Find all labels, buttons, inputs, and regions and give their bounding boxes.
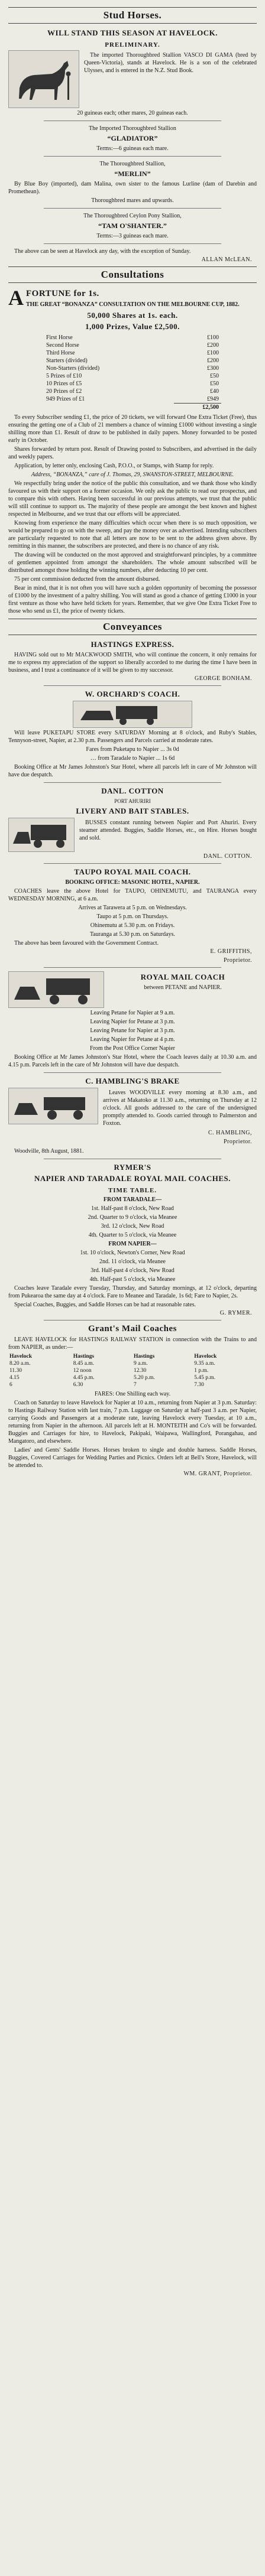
- orchard-fare-1: Fares from Puketapu to Napier ... 3s 0d: [86, 746, 179, 753]
- taupo-signature: E. GRIFFITHS,: [210, 948, 252, 955]
- merlin-intro: The Thoroughbred Stallion,: [99, 161, 166, 167]
- prize-row: [44, 334, 221, 341]
- rymer-headline-2: NAPIER AND TARADALE ROYAL MAIL COACHES.: [34, 1174, 231, 1183]
- grant-cell: 8.45 a.m.: [73, 1361, 95, 1367]
- grant-cell: 5.20 p.m.: [133, 1375, 155, 1381]
- shares-line: 50,000 Shares at 1s. each.: [87, 311, 178, 320]
- prizes-headline: 1,000 Prizes, Value £2,500.: [85, 322, 180, 331]
- rymer-from-napier: FROM NAPIER—: [108, 1241, 157, 1247]
- petane-time-4: Leaving Napier for Petane at 4 p.m.: [90, 1036, 175, 1043]
- taupo-text: COACHES leave the above Hotel for TAUPO, OHINEMUTU, and TAURANGA every WEDNESDAY MORNING, at 6 a.m.: [8, 888, 257, 902]
- section-stud-horses: Stud Horses.: [8, 7, 257, 24]
- consult-para-5: Knowing from experience the many difficulties which occur when there is so much opposition, we would be prepared to go on with the sweep, and pay the money over as advertised. Intending subscribers are particularly requested to note that all letters are now to be sent to the address given above. By remitting in this manner, the subscribers are protected, and there is no chance of any risk.: [8, 520, 257, 549]
- vasco-description: The imported Thoroughbred Stallion VASCO DI GAMA (bred by Queen-Victoria), stands at Havelock. He is a son of the celebrated Ulysses, and is entered in the N.Z. Stud Book.: [84, 52, 257, 74]
- cotton-block: [8, 818, 257, 852]
- prize-amount: £300: [207, 365, 219, 372]
- prizes-table: [44, 334, 221, 411]
- petane-headline: ROYAL MAIL COACH: [140, 972, 225, 981]
- taupo-office: BOOKING OFFICE: MASONIC HOTEL, NAPIER.: [65, 879, 200, 886]
- prize-row: [44, 341, 221, 349]
- petane-time-2: Leaving Napier for Petane at 3 p.m.: [90, 1019, 175, 1025]
- grant-cell: 12 noon: [73, 1368, 92, 1374]
- brake-engraving-icon: [8, 1088, 98, 1124]
- coach-engraving-icon: [73, 701, 192, 728]
- prize-amount: £200: [207, 357, 219, 364]
- prize-label: Starters (divided): [46, 357, 88, 364]
- rymer-napier-1: 1st. 10 o'clock, Newton's Corner, New Road: [80, 1250, 185, 1256]
- cotton-signature: DANL. COTTON.: [203, 853, 252, 860]
- consult-para-2: Shares forwarded by return post. Result of Drawing posted to Subscribers, and advertised in the daily and weekly papers.: [8, 446, 257, 460]
- rymer-row-3: 3rd. 12 o'clock, New Road: [101, 1223, 164, 1230]
- taupo-text-2: The above has been favoured with the Government Contract.: [14, 940, 159, 947]
- cotton-text: BUSSES constant running between Napier and Port Ahuriri. Every steamer attended. Buggies, Saddle Horses, etc., on Hire. Horses bought and sold.: [79, 819, 257, 841]
- cotton-headline-2: LIVERY AND BAIT STABLES.: [76, 806, 189, 815]
- grant-col-header: Hastings: [73, 1354, 95, 1359]
- consult-para-3: Application, by letter only, enclosing Cash, P.O.O., or Stamps, with Stamp for reply.: [14, 463, 214, 469]
- hastings-headline: HASTINGS EXPRESS.: [91, 640, 174, 649]
- bus-engraving-icon: [8, 818, 75, 852]
- hambling-headline: C. HAMBLING'S BRAKE: [85, 1076, 180, 1085]
- consult-para-8: Bear in mind, that it is not often you will have such a golden opportunity of becoming the possessor of £1000 by the investment of a paltry shilling. You will stand as good a chance of getting £1000 in your first venture as those who have held tickets for years. Remember, that we give One Extra Ticket Free to those who send us £1, the price of twenty tickets.: [8, 585, 257, 614]
- prize-amount: £949: [207, 396, 219, 402]
- grant-text-2: Ladies' and Gents' Saddle Horses. Horses broken to single and double harness. Saddle Horses, Buggies, Covered Carriages for Wedding Parties and Picnics. Orders left at Bell's Store, Havelock, will be attended to.: [8, 1447, 257, 1469]
- rymer-napier-2: 2nd. 11 o'clock, via Meanee: [99, 1258, 166, 1265]
- prize-amount: £50: [210, 373, 219, 379]
- fortune-header: [8, 288, 257, 310]
- gladiator-intro: The Imported Thoroughbred Stallion: [89, 125, 176, 132]
- consult-address: Address, “BONANZA,” care of J. Thomas, 29, SWANSTON-STREET, MELBOURNE.: [31, 471, 234, 478]
- prize-label: Third Horse: [46, 350, 75, 356]
- merlin-name: “MERLIN”: [114, 170, 151, 178]
- rymer-row-4: 4th. Quarter to 5 o'clock, via Meanee: [88, 1232, 177, 1238]
- stud-headline: WILL STAND THIS SEASON AT HAVELOCK.: [47, 28, 218, 37]
- grant-col-header: Havelock: [194, 1354, 217, 1359]
- hambling-block: [8, 1088, 257, 1128]
- consult-para-4: We respectfully bring under the notice of the public this consultation, and we thank those who kindly favoured us with their support on a former occasion. We only ask the public to read our prospectus, and to compare this with others. Having been successful in our previous attempts, we trust that the public will still continue to support us. The majority of these people are amongst the best known and highest respected in Melbourne, and we trust that our efforts will be appreciated.: [8, 480, 257, 518]
- prize-label: First Horse: [46, 334, 73, 341]
- rymer-napier-4: 4th. Half-past 5 o'clock, via Meanee: [89, 1276, 176, 1283]
- petane-block: [8, 971, 257, 1008]
- hastings-text: HAVING sold out to Mr MACKWOOD SMITH, who will continue the concern, it only remains for me to express my appreciation of the support so liberally accorded to me during the time I have been in business, and I trust a continuance of it will be given to my successor.: [8, 652, 257, 674]
- horse-engraving-icon: [8, 50, 79, 108]
- merlin-description: By Blue Boy (imported), dam Malina, own sister to the famous Lurline (dam of Darebin and Promethean).: [8, 181, 257, 195]
- grant-cell: 4.45 p.m.: [73, 1375, 95, 1381]
- orchard-text-2: Booking Office at Mr James Johnston's Star Hotel, where all parcels left in care of Mr Johnston will have due despatch.: [8, 764, 257, 778]
- cotton-sub: PORT AHURIRI: [114, 798, 151, 804]
- taupo-proprietor: Proprietor.: [224, 957, 252, 964]
- stud-signature: ALLAN McLEAN.: [201, 256, 252, 263]
- orchard-text: Will leave PUKETAPU STORE every SATURDAY Morning at 8 o'clock, and Ruby's Stables, Tennyson-street, Napier, at 2.30 p.m. Passengers and Parcels carried at moderate rates.: [8, 730, 257, 744]
- merlin-terms: Thoroughbred mares and upwards.: [91, 197, 174, 204]
- rymer-signature: G. RYMER.: [219, 1310, 252, 1316]
- advert-column: [8, 0, 257, 1477]
- grant-row: [8, 1381, 257, 1388]
- drop-cap: A: [8, 288, 24, 310]
- grant-row: [8, 1360, 257, 1367]
- stud-closing: The above can be seen at Havelock any day, with the exception of Sunday.: [14, 248, 191, 255]
- rymer-napier-3: 3rd. Half-past 4 o'clock, New Road: [91, 1267, 174, 1274]
- rymer-row-1: 1st. Half-past 8 o'clock, New Road: [91, 1205, 174, 1212]
- petane-time-3: Leaving Petane for Napier at 3 p.m.: [90, 1027, 175, 1034]
- prize-row: [44, 388, 221, 395]
- grant-cell: 6: [9, 1382, 12, 1388]
- grant-row: [8, 1374, 257, 1381]
- grant-row: [8, 1367, 257, 1374]
- prize-row: [44, 357, 221, 365]
- gladiator-name: “GLADIATOR”: [107, 134, 158, 142]
- hambling-date: Woodville, 8th August, 1881.: [14, 1148, 84, 1154]
- petane-time-1: Leaving Petane for Napier at 9 a.m.: [90, 1010, 175, 1016]
- prize-label: Non-Starters (divided): [46, 365, 100, 372]
- rymer-text-2: Special Coaches, Buggies, and Saddle Horses can be had at reasonable rates.: [14, 1302, 196, 1308]
- consult-para-1: To every Subscriber sending £1, the price of 20 tickets, we will forward One Extra Ticket (Free), thus ensuring the getting one of a Club of 21 members a chance of winning £1000 without investing a single shilling more than £1. Result of draw to be published in daily papers. Money forwarded to be posted early in October.: [8, 414, 257, 444]
- grant-cell: 6.30: [73, 1382, 83, 1388]
- hambling-proprietor: Proprietor.: [224, 1139, 252, 1145]
- prize-amount: £100: [207, 334, 219, 341]
- grant-cell: 4.15: [9, 1375, 20, 1381]
- fortune-sub: THE GREAT “BONANZA” CONSULTATION ON THE MELBOURNE CUP, 1882.: [26, 301, 240, 308]
- gladiator-terms: Terms:—6 guineas each mare.: [96, 145, 169, 152]
- grant-cell: 11.30: [9, 1368, 22, 1374]
- petane-text: Booking Office at Mr James Johnston's Star Hotel, where the Coach leaves daily at 10.30 a.m. and 4.15 p.m. Parcels left in the care of Mr Johnston will have due despatch.: [8, 1054, 257, 1068]
- grant-headline: Grant's Mail Coaches: [88, 1324, 177, 1333]
- prizes-total: £2,500: [174, 404, 221, 412]
- grant-cell: 12.30: [133, 1368, 147, 1374]
- prize-amount: £200: [207, 342, 219, 349]
- prize-label: 5 Prizes of £10: [46, 373, 82, 379]
- rymer-from-taradale: FROM TARADALE—: [103, 1196, 162, 1203]
- grant-cell: 1 p.m.: [194, 1368, 209, 1374]
- taupo-time-1: Arrives at Tarawera at 5 p.m. on Wednesdays.: [78, 905, 187, 911]
- prize-row: [44, 365, 221, 372]
- prize-amount: £100: [207, 350, 219, 356]
- pony-name: “TAM O'SHANTER.”: [98, 222, 167, 230]
- grant-cell: 7.30: [194, 1382, 204, 1388]
- grant-cell: 7: [133, 1382, 137, 1388]
- grant-timetable: [8, 1353, 257, 1388]
- grant-intro: LEAVE HAVELOCK for HASTINGS RAILWAY STATION in connection with the Trains to and from NAPIER, as under:—: [8, 1336, 257, 1351]
- pony-terms: Terms:—3 guineas each mare.: [96, 233, 169, 239]
- taupo-time-3: Ohinemutu at 5.30 p.m. on Fridays.: [90, 922, 175, 929]
- grant-signature: WM. GRANT, Proprietor.: [183, 1471, 252, 1477]
- prize-row: [44, 395, 221, 404]
- prize-label: Second Horse: [46, 342, 79, 349]
- taupo-headline: TAUPO ROYAL MAIL COACH.: [74, 867, 191, 876]
- hambling-text: Leaves WOODVILLE every morning at 8.30 a.m., and arrives at Makatoko at 11.30 a.m., returning on Thursday at 12 o'clock. All goods addressed to the care of the undersigned promptly attended to. Goods carried through to Palmerston and Foxton.: [103, 1089, 257, 1127]
- hambling-signature: C. HAMBLING,: [208, 1130, 252, 1136]
- prize-row: [44, 380, 221, 388]
- rymer-text: Coaches leave Taradale every Tuesday, Thursday, and Saturday mornings, at 12 o'clock, departing from Pukearoa the same day at 4 o'clock. Fare to Meanee and Taradale, 1s 6d; Fare to Napier, 2s.: [8, 1285, 257, 1299]
- consult-para-6: The drawing will be conducted on the most approved and straightforward principles, by a committee of gentlemen appointed from amongst the shareholders. The whole amount subscribed will be distributed amongst those holding the winning numbers, after deducting 10 per cent.: [8, 552, 257, 574]
- grant-cell: 9.35 a.m.: [194, 1361, 215, 1367]
- grant-cell: 9 a.m.: [133, 1361, 148, 1367]
- section-conveyances: Conveyances: [8, 619, 257, 635]
- prize-row: [44, 349, 221, 357]
- fortune-headline: FORTUNE for 1s.: [26, 289, 99, 298]
- rymer-headline: RYMER'S: [114, 1163, 151, 1172]
- orchard-headline: W. ORCHARD'S COACH.: [85, 689, 180, 698]
- vasco-terms: 20 guineas each; other mares, 20 guineas each.: [77, 110, 188, 116]
- grant-fares: FARES: One Shilling each way.: [94, 1391, 171, 1397]
- prize-row: [44, 372, 221, 380]
- rymer-timetable: TIME TABLE.: [108, 1187, 157, 1194]
- orchard-fare-2: … from Taradale to Napier ... 1s 6d: [90, 755, 175, 762]
- cotton-headline: DANL. COTTON: [101, 786, 164, 795]
- stud-prelim: PRELIMINARY.: [105, 41, 160, 48]
- grant-col-header: Havelock: [9, 1354, 32, 1359]
- hastings-signature: GEORGE BONHAM.: [195, 675, 252, 682]
- grant-text: Coach on Saturday to leave Havelock for Napier at 10 a.m., returning from Napier at 3 p.m. Saturday: to Hastings Railway Station with last train, 7 p.m. Luggage on Saturday at half-past 3 a.m. per Napier, carrying Goods and Passengers at a moderate rate, leaving Havelock every Tuesday, at 10 a.m., returning from Napier in the afternoon. All parcels left at H. MONTEITH and Co's will be forwarded. Buggies and Carriages for hire, to Havelock, Pakipaki, Waipawa, Wallingford, Porangahau, and Mangatoro, and elsewhere.: [8, 1400, 257, 1445]
- mailcoach-engraving-icon: [8, 971, 104, 1008]
- pony-intro: The Thoroughbred Ceylon Pony Stallion,: [83, 213, 182, 219]
- taupo-time-4: Tauranga at 5.30 p.m. on Saturdays.: [90, 931, 175, 938]
- prize-label: 20 Prizes of £2: [46, 388, 82, 395]
- prize-label: 10 Prizes of £5: [46, 380, 82, 387]
- prize-label: 949 Prizes of £1: [46, 396, 85, 403]
- grant-cell: 8.20 a.m.: [9, 1361, 31, 1367]
- grant-col-header: Hastings: [133, 1354, 155, 1359]
- grant-cell: 5.45 p.m.: [194, 1375, 216, 1381]
- taupo-time-2: Taupo at 5 p.m. on Thursdays.: [96, 913, 169, 920]
- prize-amount: £40: [210, 388, 219, 395]
- consult-para-7: 75 per cent commission deducted from the amount disbursed.: [14, 576, 160, 583]
- prize-amount: £50: [210, 380, 219, 387]
- rymer-row-2: 2nd. Quarter to 9 o'clock, via Meanee: [88, 1214, 177, 1221]
- section-consultations: Consultations: [8, 266, 257, 283]
- petane-time-5: From the Post Office Corner Napier: [90, 1045, 175, 1052]
- petane-sub: between PETANE and NAPIER.: [144, 984, 222, 991]
- vasco-block: [8, 50, 257, 108]
